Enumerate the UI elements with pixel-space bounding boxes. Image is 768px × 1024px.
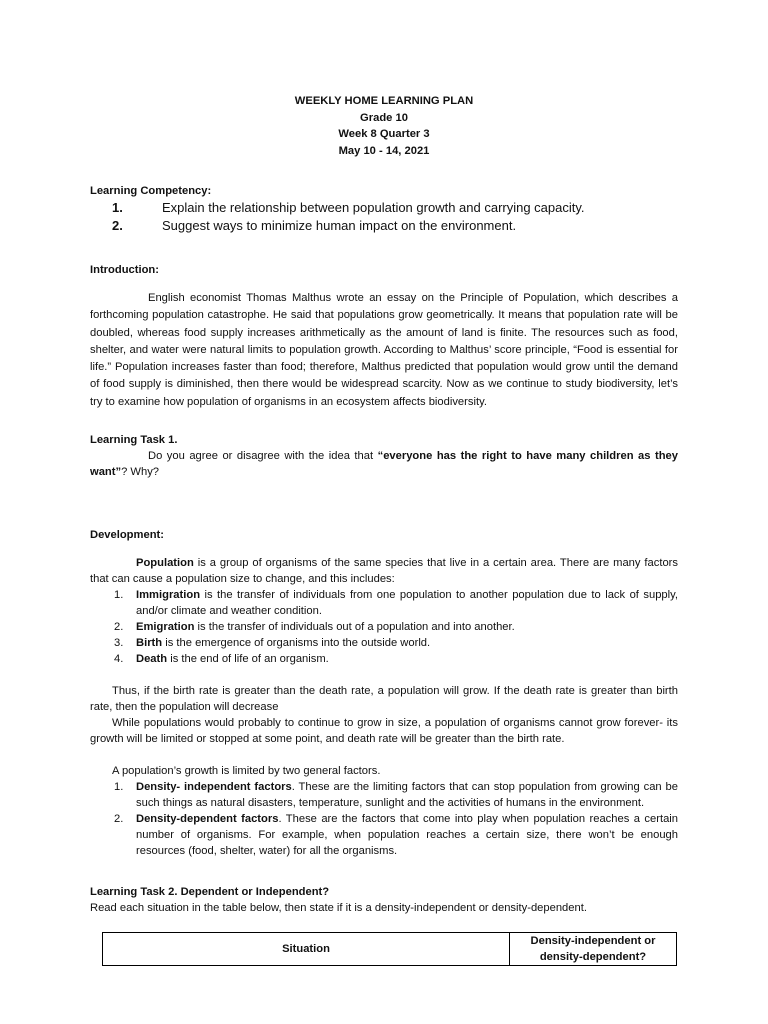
competency-heading: Learning Competency:: [90, 185, 212, 197]
competency-number: 2.: [112, 218, 123, 233]
introduction-heading: Introduction:: [90, 264, 159, 276]
task1-text-after: ? Why?: [121, 466, 160, 478]
factor-text: [136, 635, 678, 651]
development-heading: Development:: [90, 529, 164, 541]
table-header-row: [103, 933, 677, 966]
development-section: [90, 527, 678, 859]
task2-section: [90, 884, 678, 916]
factor-item: [90, 651, 678, 667]
factor-number: 3.: [114, 637, 124, 649]
birth-death-paragraph: Thus, if the birth rate is greater than the death rate, a population will grow. If the death rate is greater than birth rate, then the population will decrease: [90, 685, 678, 713]
factor-term: Emigration: [136, 621, 195, 633]
limiting-factor-description: . These are the factors that come into play when population reaches a certain number of organisms. For example, when population reaches a certain size, there won’t be enough resources (food, shelter, water) for all the organisms.: [136, 813, 678, 857]
limiting-factor-number: 1.: [114, 781, 124, 793]
limiting-factor-item: [90, 811, 678, 859]
factor-text: [136, 651, 678, 667]
limiting-factors-intro: A population’s growth is limited by two general factors.: [112, 765, 381, 777]
population-text: is a group of organisms of the same species that live in a certain area. There are many factors that can cause a population size to change, and this includes:: [90, 557, 678, 585]
task1-text-before: Do you agree or disagree with the idea that: [148, 450, 378, 462]
task1-heading: Learning Task 1.: [90, 434, 178, 446]
factor-description: is the emergence of organisms into the outside world.: [162, 637, 431, 649]
factor-number: 2.: [114, 621, 124, 633]
limiting-factor-text: [136, 779, 678, 811]
limiting-factor-text: [136, 811, 678, 859]
factor-item: [90, 587, 678, 619]
factor-term: Death: [136, 653, 168, 665]
factor-number: 4.: [114, 653, 124, 665]
factor-number: 1.: [114, 589, 124, 601]
situation-table: [102, 932, 677, 966]
density-column-header: [510, 933, 677, 966]
factor-description: is the transfer of individuals out of a population and into another.: [194, 621, 515, 633]
grade-label: Grade 10: [360, 111, 408, 124]
task1-question: [90, 448, 678, 480]
introduction-paragraph: English economist Thomas Malthus wrote an essay on the Principle of Population, which describes a forthcoming population catastrophe. He said that populations grow geometrically. It means that population rate will be doubled, whereas food supply increases arithmetically as the amount of land is finite. The resources such as food, shelter, and water were natural limits to population growth. According to Malthus’ score principle, “Food is essential for life.” Population increases faster than food; therefore, Malthus predicted that population would grow until the demand of food supply is diminished, then there would be widespread scarcity. Now as we continue to study biodiversity, let’s try to examine how population of organisms in an ecosystem affects biodiversity.: [90, 292, 678, 408]
limiting-factor-number: 2.: [114, 813, 124, 825]
task2-instruction: Read each situation in the table below, then state if it is a density-independent or density-dependent.: [90, 902, 587, 914]
task1-quote: “everyone has the right to have many children as they want”: [90, 450, 678, 478]
density-header-line2: density-dependent?: [539, 951, 647, 963]
week-quarter-label: Week 8 Quarter 3: [338, 128, 430, 140]
introduction-section: [90, 262, 678, 411]
competency-list: [90, 199, 678, 235]
factor-item: [90, 619, 678, 635]
date-range: May 10 - 14, 2021: [338, 144, 430, 157]
task2-heading: Learning Task 2. Dependent or Independent?: [90, 886, 330, 898]
document-header: [0, 93, 768, 159]
factor-text: [136, 587, 678, 619]
factor-description: is the transfer of individuals from one population to another population due to lack of supply, and/or climate and weather condition.: [136, 589, 678, 617]
competency-item: [90, 199, 678, 217]
task1-section: [90, 432, 678, 480]
limiting-factor-item: [90, 779, 678, 811]
competency-text: Explain the relationship between population growth and carrying capacity.: [162, 200, 585, 215]
population-term: Population: [136, 557, 194, 569]
growth-limit-paragraph: While populations would probably to continue to grow in size, a population of organisms cannot grow forever- its growth will be limited or stopped at some point, and death rate will be greater than the birth rate.: [90, 717, 678, 745]
factor-text: [136, 619, 678, 635]
factor-item: [90, 635, 678, 651]
competency-item: [90, 217, 678, 235]
factor-description: is the end of life of an organism.: [167, 653, 329, 665]
density-header-line1: Density-independent or: [530, 935, 656, 947]
competency-number: 1.: [112, 200, 123, 215]
limiting-factor-term: Density- independent factors: [136, 781, 292, 793]
limiting-factor-description: . These are the limiting factors that can stop population from growing can be such things as natural disasters, temperature, sunlight and the activities of humans in the environment.: [136, 781, 678, 809]
competency-text: Suggest ways to minimize human impact on the environment.: [162, 218, 517, 233]
population-definition: [90, 555, 678, 587]
competency-section: [90, 183, 678, 235]
situation-column-header: Situation: [103, 933, 510, 966]
factor-term: Birth: [136, 637, 163, 649]
factor-term: Immigration: [136, 589, 201, 601]
limiting-factor-term: Density-dependent factors: [136, 813, 279, 825]
plan-title: WEEKLY HOME LEARNING PLAN: [294, 95, 474, 107]
